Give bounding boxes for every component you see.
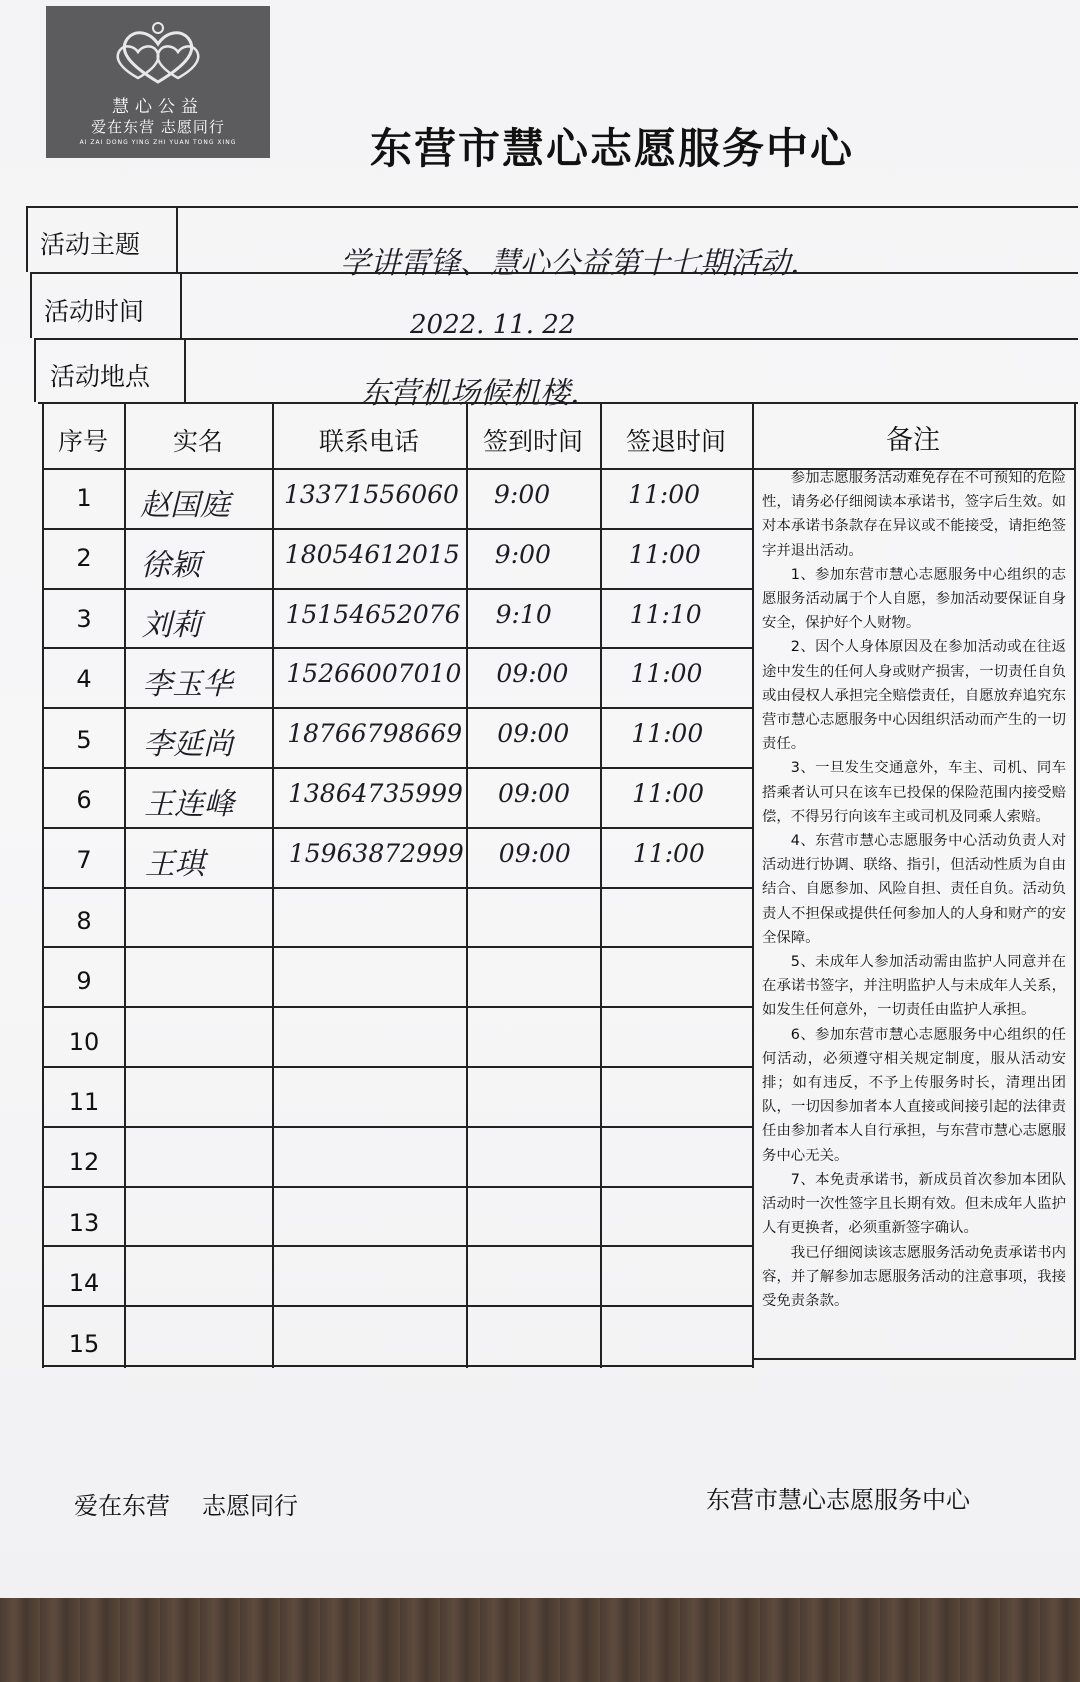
note-paragraph: 3、一旦发生交通意外，车主、司机、同车搭乘者认可只在该车已投保的保险范围内接受赔偿，不得另行向该车主或司机及同乘人索赔。 [762, 760, 1066, 825]
row-number: 10 [68, 1027, 100, 1056]
cell-in: 09:00 [498, 838, 571, 868]
cell-name: 刘莉 [141, 607, 202, 643]
grid-line-v [34, 338, 36, 402]
row-number: 5 [76, 725, 92, 754]
note-paragraph: 6、参加东营市慧心志愿服务中心组织的任何活动，必须遵守相关规定制度，服从活动安排；如有违反，不予上传服务时长，清理出团队，一切因参加者本人直接或间接引起的法律责任由参加者本人自行承担，与东营市慧心志愿服务中心无关。 [762, 1026, 1066, 1164]
col-header-name: 实名 [172, 427, 223, 456]
activity-theme-value: 学讲雷锋、慧心公益第十七期活动. [340, 246, 800, 281]
grid-line-v [30, 272, 32, 338]
grid-line-h [42, 1006, 752, 1008]
cell-name: 李延尚 [143, 727, 234, 763]
row-number: 4 [76, 665, 92, 694]
grid-line-h [42, 588, 752, 590]
cell-out: 11:00 [630, 659, 703, 689]
row-number: 15 [68, 1329, 100, 1358]
cell-phone: 15154652076 [285, 599, 461, 629]
activity-time-value: 2022. 11. 22 [410, 310, 576, 340]
grid-line-h [42, 1245, 752, 1247]
label-activity-theme: 活动主题 [40, 230, 141, 259]
logo-name: 慧心公益 [112, 97, 204, 117]
grid-line-h [42, 946, 752, 948]
grid-line-h [42, 528, 752, 530]
grid-line-v [180, 272, 182, 338]
note-paragraph: 1、参加东营市慧心志愿服务中心组织的志愿服务活动属于个人自愿，参加活动要保证自身安全，保护好个人财物。 [762, 566, 1066, 632]
activity-place-value: 东营机场候机楼. [360, 376, 580, 411]
grid-line-h [42, 1305, 752, 1307]
cell-name: 赵国庭 [140, 488, 230, 523]
footer-org: 东营市慧心志愿服务中心 [706, 1486, 970, 1514]
row-number: 11 [68, 1088, 100, 1116]
row-number: 1 [76, 484, 92, 512]
logo-pinyin: AI ZAI DONG YING ZHI YUAN TONG XING [79, 139, 237, 146]
document-title: 东营市慧心志愿服务中心 [370, 124, 855, 173]
cell-out: 11:00 [631, 719, 704, 749]
grid-line-h [42, 647, 752, 649]
row-number: 7 [76, 846, 92, 875]
cell-phone: 15963872999 [288, 838, 464, 868]
grid-line-h [42, 1186, 752, 1188]
grid-line-v [176, 206, 178, 272]
footer-slogan-part1: 爱在东营 [74, 1492, 170, 1520]
disclaimer-notes [762, 466, 1066, 1313]
cell-phone: 13864735999 [288, 779, 463, 808]
cell-out: 11:00 [632, 779, 705, 808]
row-number: 12 [68, 1148, 100, 1177]
grid-line-v [124, 402, 126, 1368]
grid-line-v [1074, 402, 1076, 1360]
grid-line-h [42, 1066, 752, 1068]
col-header-no: 序号 [57, 427, 108, 456]
grid-line-v [184, 338, 186, 402]
grid-line-v [600, 402, 602, 1368]
grid-line-v [752, 402, 754, 1368]
note-paragraph: 7、本免责承诺书，新成员首次参加本团队活动时一次性签字且长期有效。但未成年人监护人有更换者，必须重新签字确认。 [762, 1171, 1066, 1237]
cell-out: 11:00 [628, 539, 701, 569]
row-number: 8 [76, 906, 92, 935]
row-number: 9 [76, 967, 92, 996]
wood-surface [0, 1598, 1080, 1682]
cell-out: 11:00 [628, 480, 701, 509]
cell-in: 9:00 [494, 480, 551, 509]
col-header-checkin: 签到时间 [482, 427, 583, 456]
cell-in: 9:10 [495, 599, 552, 629]
col-header-phone: 联系电话 [318, 427, 419, 456]
logo-slogan: 爱在东营 志愿同行 [91, 118, 225, 136]
cell-name: 李玉华 [142, 667, 233, 703]
grid-line-h [26, 206, 1078, 208]
org-logo [46, 6, 270, 158]
cell-phone: 18054612015 [284, 539, 460, 569]
footer-slogan-part2: 志愿同行 [202, 1492, 298, 1520]
grid-line-v [272, 402, 274, 1368]
row-number: 2 [76, 544, 92, 573]
grid-line-v [466, 402, 468, 1368]
label-activity-place: 活动地点 [50, 362, 151, 391]
row-number: 14 [68, 1269, 100, 1298]
grid-line-h [752, 1358, 1076, 1360]
cell-phone: 13371556060 [284, 480, 459, 509]
cell-in: 9:00 [494, 539, 551, 569]
row-number: 13 [68, 1208, 100, 1237]
grid-line-h [42, 1126, 752, 1128]
cell-name: 徐颖 [140, 547, 201, 583]
grid-line-v [42, 402, 44, 1368]
cell-phone: 15266007010 [286, 659, 462, 689]
col-header-notes: 备注 [886, 425, 940, 456]
grid-line-h [42, 1365, 752, 1367]
hearts-logo-icon [108, 20, 208, 90]
grid-line-h [42, 827, 752, 829]
grid-line-h [42, 767, 752, 769]
cell-name: 王连峰 [144, 787, 234, 822]
cell-phone: 18766798669 [287, 719, 463, 749]
note-paragraph: 我已仔细阅读该志愿服务活动免责承诺书内容，并了解参加志愿服务活动的注意事项，我接受免责条款。 [762, 1244, 1066, 1309]
grid-line-v [26, 206, 28, 272]
note-paragraph: 4、东营市慧心志愿服务中心活动负责人对活动进行协调、联络、指引，但活动性质为自由结合、自愿参加、风险自担、责任自负。活动负责人不担保或提供任何参加人的人身和财产的安全保障。 [762, 833, 1066, 946]
label-activity-time: 活动时间 [44, 297, 145, 326]
col-header-checkout: 签退时间 [625, 427, 726, 456]
footer-slogan [74, 1486, 330, 1521]
cell-name: 王琪 [144, 846, 205, 882]
note-paragraph: 5、未成年人参加活动需由监护人同意并在在承诺书签字，并注明监护人与未成年人关系，如发生任何意外，一切责任由监护人承担。 [762, 954, 1066, 1019]
cell-in: 09:00 [497, 719, 570, 749]
row-number: 6 [76, 786, 92, 814]
note-paragraph: 参加志愿服务活动难免存在不可预知的危险性，请务必仔细阅读本承诺书，签字后生效。如对本承诺书条款存在异议或不能接受，请拒绝签字并退出活动。 [762, 470, 1066, 559]
row-number: 3 [76, 604, 92, 633]
cell-in: 09:00 [496, 659, 569, 689]
cell-in: 09:00 [498, 779, 571, 808]
cell-out: 11:00 [632, 838, 705, 868]
note-paragraph: 2、因个人身体原因及在参加活动或在往返途中发生的任何人身或财产损害，一切责任自负或由侵权人承担完全赔偿责任，自愿放弃追究东营市慧心志愿服务中心因组织活动而产生的一切责任。 [762, 639, 1066, 753]
cell-out: 11:10 [629, 599, 702, 629]
grid-line-h [42, 887, 752, 889]
grid-line-h [42, 707, 752, 709]
